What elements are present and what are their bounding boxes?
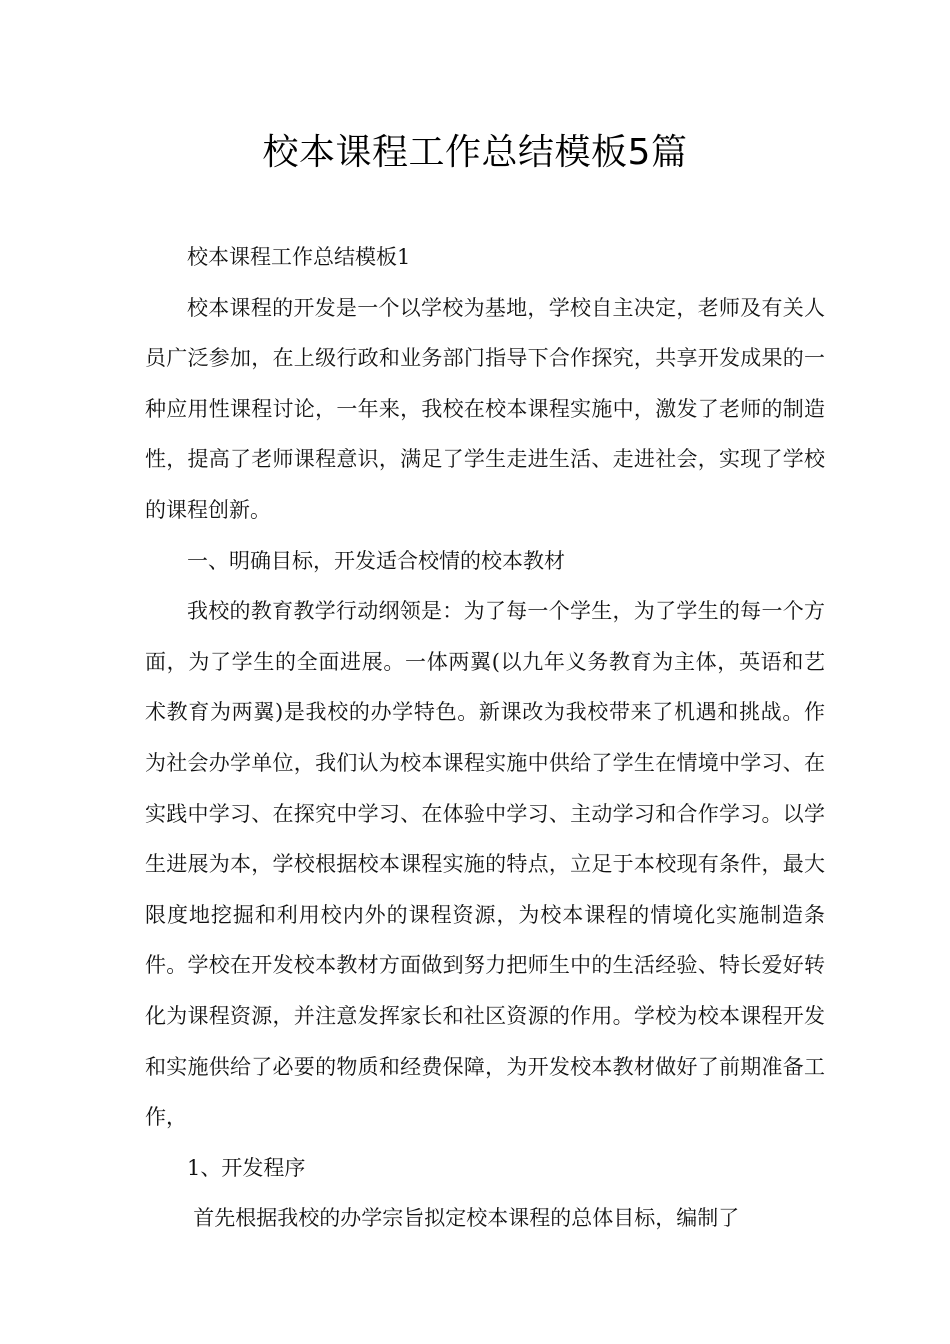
section-heading-procedure: 1、开发程序 bbox=[187, 1155, 306, 1180]
paragraph-goals: 我校的教育教学行动纲领是：为了每一个学生，为了学生的每一个方面，为了学生的全面进展。一体两翼(以九年义务教育为主体，英语和艺术教育为两翼)是我校的办学特色。新课改为我校带来了机遇和挑战。作为社会办学单位，我们认为校本课程实施中供给了学生在情境中学习、在实践中学习、在探究中学习、在体验中学习、主动学习和合作学习。以学生进展为本，学校根据校本课程实施的特点，立足于本校现有条件，最大限度地挖掘和利用校内外的课程资源，为校本课程的情境化实施制造条件。学校在开发校本教材方面做到努力把师生中的生活经验、特长爱好转化为课程资源，并注意发挥家长和社区资源的作用。学校为校本课程开发和实施供给了必要的物质和经费保障，为开发校本教材做好了前期准备工作， bbox=[145, 599, 825, 1130]
document-title: 校本课程工作总结模板5篇 bbox=[262, 132, 688, 173]
document-body bbox=[145, 232, 825, 1244]
paragraph-intro: 校本课程的开发是一个以学校为基地，学校自主决定，老师及有关人员广泛参加，在上级行政和业务部门指导下合作探究，共享开发成果的一种应用性课程讨论，一年来，我校在校本课程实施中，激发了老师的制造性，提高了老师课程意识，满足了学生走进生活、走进社会，实现了学校的课程创新。 bbox=[145, 295, 825, 522]
paragraph-procedure: 首先根据我校的办学宗旨拟定校本课程的总体目标，编制了 bbox=[193, 1206, 740, 1231]
section-heading-goals: 一、明确目标，开发适合校情的校本教材 bbox=[187, 548, 565, 573]
section-heading-template-1: 校本课程工作总结模板1 bbox=[187, 245, 411, 269]
